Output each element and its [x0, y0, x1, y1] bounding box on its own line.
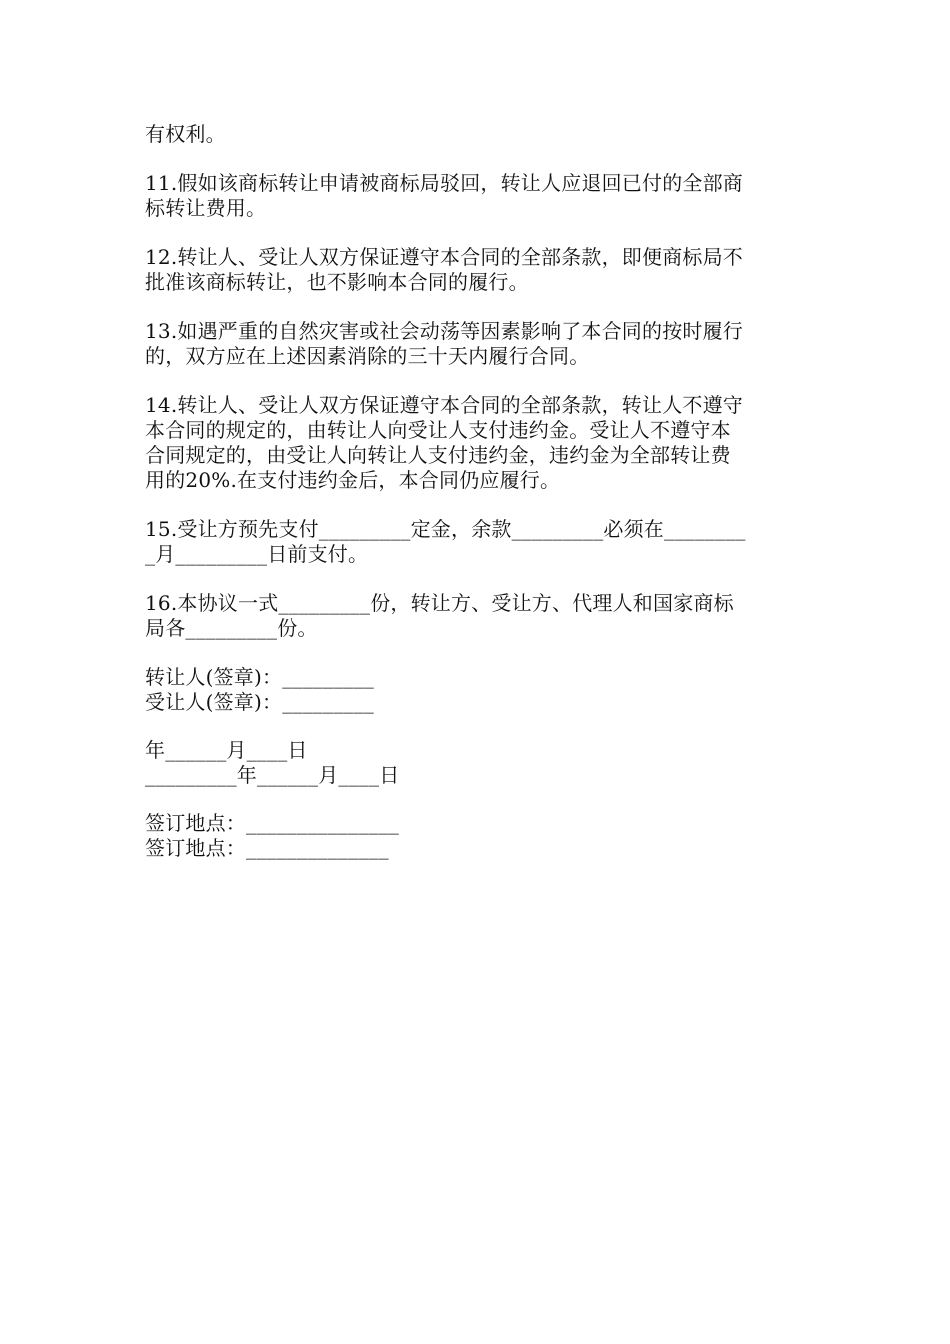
- clause-15-line-2: _月_________日前支付。: [145, 542, 369, 566]
- clause-16-line-1: 16.本协议一式_________份，转让方、受让方、代理人和国家商标: [145, 591, 734, 615]
- signature-block: [145, 665, 810, 715]
- clause-13: [145, 319, 810, 369]
- clause-11: [145, 171, 810, 221]
- signing-place-line-1: 签订地点：_______________: [145, 811, 399, 835]
- clause-12: [145, 245, 810, 295]
- clause-16: [145, 591, 810, 641]
- clause-14-line-4: 用的20%.在支付违约金后，本合同仍应履行。: [145, 468, 561, 492]
- clause-14-line-1: 14.转让人、受让人双方保证遵守本合同的全部条款，转让人不遵守: [145, 393, 744, 417]
- date-line-2: _________年______月____日: [145, 763, 400, 787]
- clause-12-line-2: 批准该商标转让，也不影响本合同的履行。: [145, 270, 529, 294]
- clause-13-line-1: 13.如遇严重的自然灾害或社会动荡等因素影响了本合同的按时履行: [145, 319, 744, 343]
- clause-13-line-2: 的，双方应在上述因素消除的三十天内履行合同。: [145, 344, 590, 368]
- clause-14-line-3: 合同规定的，由受让人向转让人支付违约金，违约金为全部转让费: [145, 443, 731, 467]
- clause-10-continuation: 有权利。: [145, 122, 226, 146]
- transferee-signature-line: 受让人(签章)：_________: [145, 690, 375, 714]
- clause-15-line-1: 15.受让方预先支付_________定金，余款_________必须在________: [145, 517, 746, 541]
- clause-14-line-2: 本合同的规定的，由转让人向受让人支付违约金。受让人不遵守本: [145, 418, 731, 442]
- clause-12-line-1: 12.转让人、受让人双方保证遵守本合同的全部条款，即便商标局不: [145, 245, 744, 269]
- clause-14: [145, 393, 810, 493]
- transferor-signature-line: 转让人(签章)：_________: [145, 665, 375, 689]
- clause-15: [145, 517, 810, 567]
- date-line-1: 年______月____日: [145, 738, 308, 762]
- clause-16-line-2: 局各_________份。: [145, 616, 318, 640]
- clause-11-line-1: 11.假如该商标转让申请被商标局驳回，转让人应退回已付的全部商: [145, 171, 744, 195]
- signing-place-block: [145, 811, 810, 861]
- contract-body: [145, 122, 810, 861]
- clause-11-line-2: 标转让费用。: [145, 196, 267, 220]
- date-block: [145, 738, 810, 788]
- signing-place-line-2: 签订地点：______________: [145, 836, 389, 860]
